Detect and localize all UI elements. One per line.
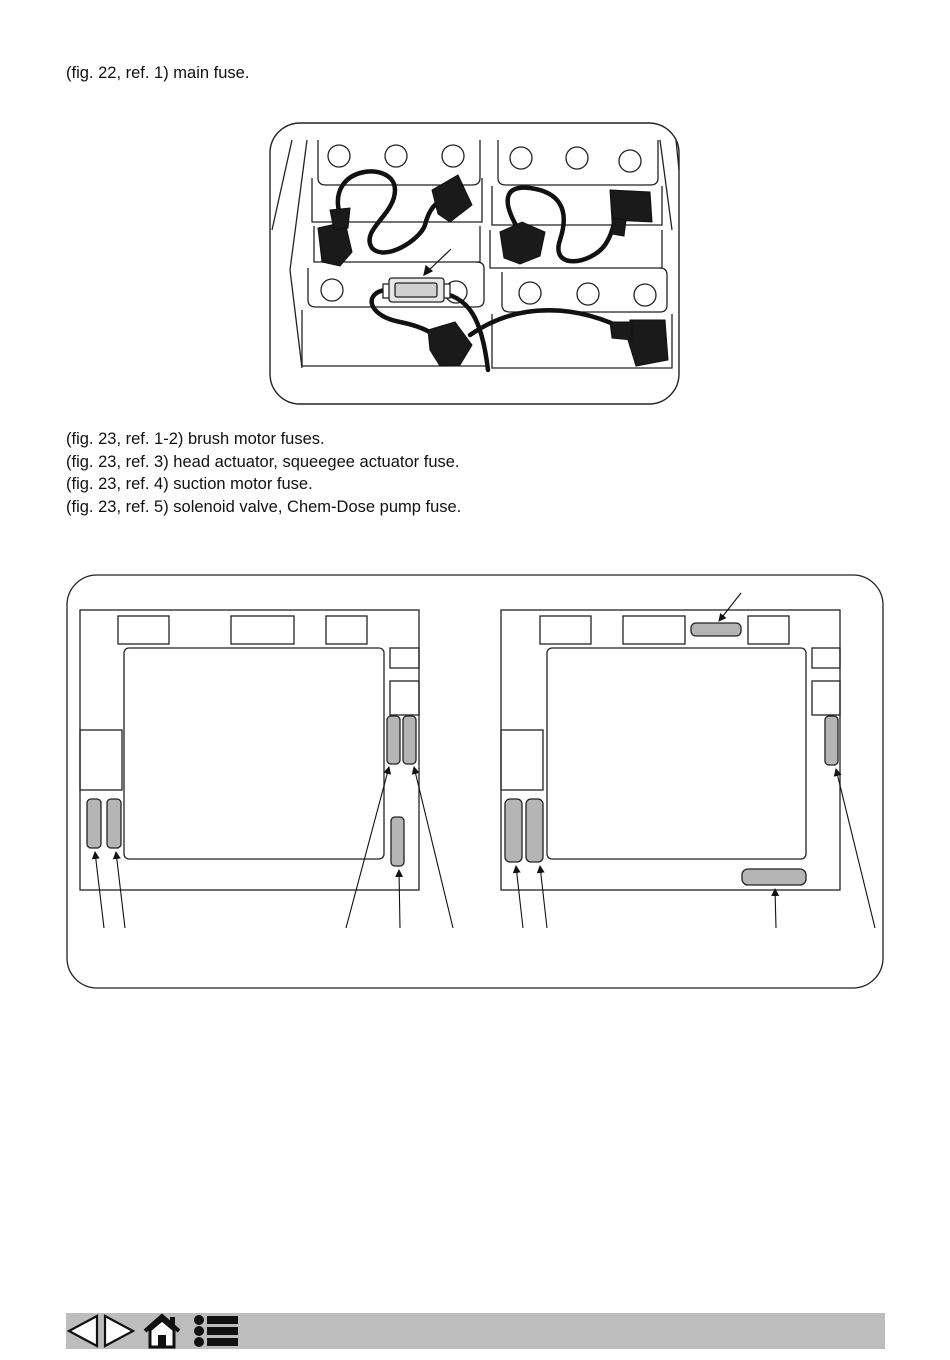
fuse-ref-5-left [403, 716, 416, 764]
fuse-ref-3-left [387, 716, 400, 764]
prev-page-icon[interactable] [66, 1313, 100, 1349]
fig23-caption-2: (fig. 23, ref. 3) head actuator, squeegee actuator fuse. [66, 452, 460, 471]
fig23-fuse-board-illustration [0, 570, 950, 995]
right-fuse-board [501, 610, 840, 890]
fuse-ref-1-left [87, 799, 101, 848]
fuse-ref-1-right [505, 799, 522, 862]
fuse-ref-2-right [526, 799, 543, 862]
left-fuse-board [80, 610, 419, 890]
fig23-caption-3: (fig. 23, ref. 4) suction motor fuse. [66, 475, 313, 493]
fuse-ref-4-left [391, 817, 404, 866]
fig22-battery-illustration [0, 0, 950, 420]
fig23-caption-4: (fig. 23, ref. 5) solenoid valve, Chem-Dose pump fuse. [66, 497, 462, 516]
fuse-ref-5-right [825, 716, 838, 765]
footer-nav-bar [66, 1313, 885, 1349]
fuse-ref-2-left [107, 799, 121, 848]
next-page-icon[interactable] [102, 1313, 136, 1349]
main-fuse [383, 278, 450, 302]
fig23-caption-1: (fig. 23, ref. 1-2) brush motor fuses. [66, 430, 325, 448]
index-list-icon[interactable] [192, 1313, 240, 1349]
fuse-ref-bottom-right [742, 869, 806, 885]
fig23-caption-list [66, 428, 461, 518]
home-icon[interactable] [141, 1313, 183, 1349]
fig22-caption: (fig. 22, ref. 1) main fuse. [66, 64, 250, 82]
fuse-ref-top-right [691, 623, 741, 636]
